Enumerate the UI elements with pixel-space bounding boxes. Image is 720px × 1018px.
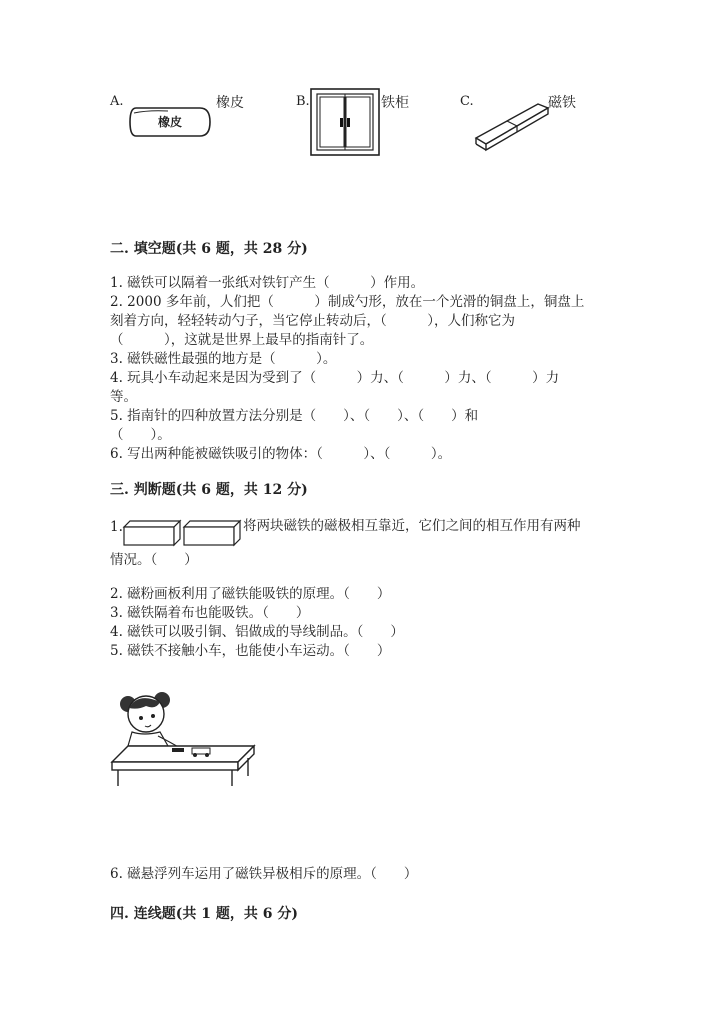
fill-line: 1. 磁铁可以隔着一张纸对铁钉产生（ ）作用。	[110, 275, 425, 291]
option-c-label: 磁铁	[548, 95, 576, 111]
eraser-icon-text: 橡皮	[157, 115, 183, 129]
fill-line: 6. 写出两种能被磁铁吸引的物体：（ ）、（ ）。	[110, 446, 452, 462]
fill-line: （ ）。	[110, 427, 171, 443]
section-4-heading: 四. 连线题(共 1 题，共 6 分)	[110, 906, 298, 922]
eraser-icon	[128, 104, 212, 140]
fill-line: 等。	[110, 389, 137, 405]
judge-q6: 6. 磁悬浮列车运用了磁铁异极相斥的原理。（ ）	[110, 866, 418, 882]
option-b-label: 铁柜	[381, 95, 409, 111]
two-magnets-icon	[122, 517, 246, 547]
judge-q1-cont: 情况。（ ）	[110, 552, 198, 568]
judge-line: 3. 磁铁隔着布也能吸铁。（ ）	[110, 605, 310, 621]
section-3-heading: 三. 判断题(共 6 题，共 12 分)	[110, 482, 308, 498]
section-2-heading: 二. 填空题(共 6 题，共 28 分)	[110, 241, 308, 257]
fill-line: 5. 指南针的四种放置方法分别是（ ）、（ ）、（ ）和	[110, 408, 479, 424]
fill-line: （ ），这就是世界上最早的指南针了。	[110, 332, 374, 348]
fill-line: 3. 磁铁磁性最强的地方是（ ）。	[110, 351, 337, 367]
cabinet-icon	[310, 88, 380, 156]
judge-line: 5. 磁铁不接触小车，也能使小车运动。（ ）	[110, 643, 391, 659]
option-a-label: 橡皮	[216, 95, 244, 111]
judge-line: 4. 磁铁可以吸引铜、铝做成的导线制品。（ ）	[110, 624, 404, 640]
fill-line: 4. 玩具小车动起来是因为受到了（ ）力、（ ）力、（ ）力	[110, 370, 560, 386]
fill-line: 刻着方向，轻轻转动勺子，当它停止转动后，（ ），人们称它为	[110, 313, 515, 329]
judge-line: 2. 磁粉画板利用了磁铁能吸铁的原理。（ ）	[110, 586, 391, 602]
judge-q1-text: 将两块磁铁的磁极相互靠近，它们之间的相互作用有两种	[243, 518, 581, 534]
option-c-letter: C.	[460, 94, 474, 109]
judge-q1-number: 1.	[110, 519, 123, 535]
option-a-letter: A.	[110, 94, 124, 109]
girl-with-toy-car-illustration	[108, 684, 260, 790]
bar-magnet-icon	[474, 98, 554, 152]
option-b-letter: B.	[296, 94, 310, 109]
fill-line: 2. 2000 多年前，人们把（ ）制成勺形，放在一个光滑的铜盘上，铜盘上	[110, 294, 585, 310]
